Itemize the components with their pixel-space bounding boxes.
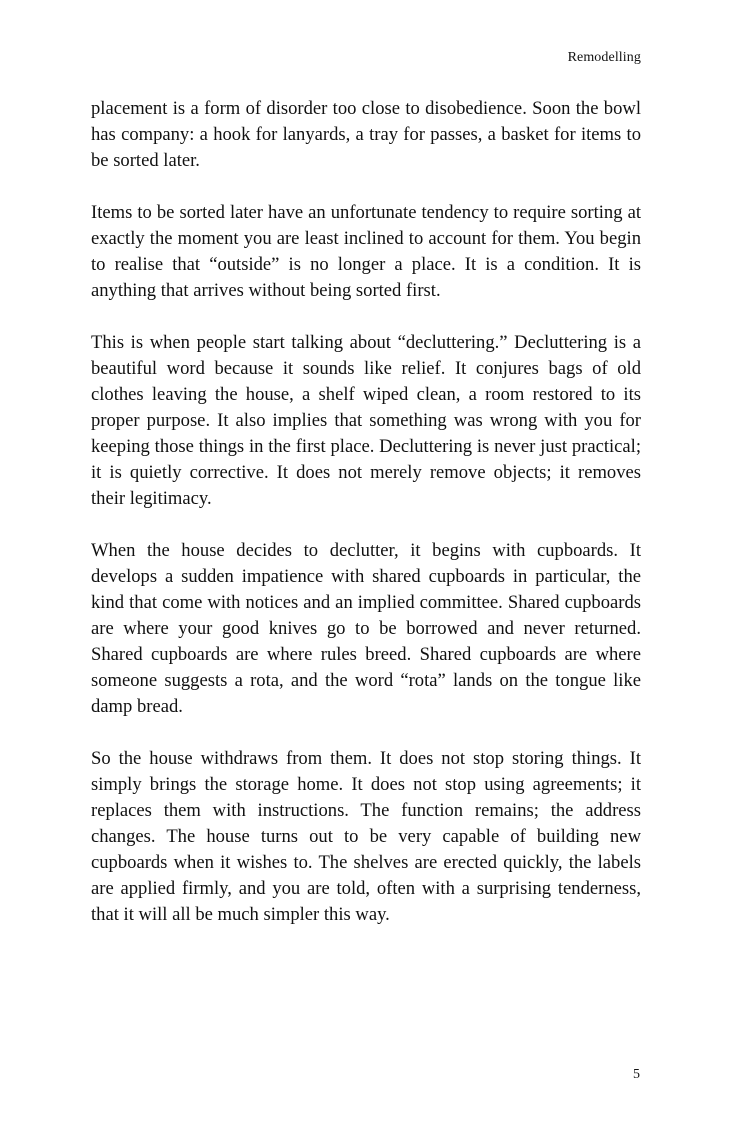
paragraph-2: Items to be sorted later have an unfortunate tendency to require sorting at exactly the moment you are least inclined to account for them. You begin to realise that “outside” is no longer a place. It is a condition. It is anything that arrives without being sorted first. [91,202,641,301]
paragraph-5: So the house withdraws from them. It does not stop storing things. It simply brings the storage home. It does not stop using agreements; it replaces them with instructions. The function remains; the address changes. The house turns out to be very capable of building new cupboards when it wishes to. The shelves are erected quickly, the labels are applied firmly, and you are told, often with a surprising tenderness, that it will all be much simpler this way. [91,748,641,925]
body-text [91,96,641,928]
page-number: 5 [633,1067,640,1082]
paragraph-4: When the house decides to declutter, it begins with cupboards. It develops a sudden impatience with shared cupboards in particular, the kind that come with notices and an implied committee. Shared cupboards are where your good knives go to be borrowed and never returned. Shared cupboards are where rules breed. Shared cupboards are where someone suggests a rota, and the word “rota” lands on the tongue like damp bread. [91,540,641,717]
paragraph-1: placement is a form of disorder too close to disobedience. Soon the bowl has company: a hook for lanyards, a tray for passes, a basket for items to be sorted later. [91,98,641,171]
paragraph-3: This is when people start talking about “decluttering.” Decluttering is a beautiful word because it sounds like relief. It conjures bags of old clothes leaving the house, a shelf wiped clean, a room restored to its proper purpose. It also implies that something was wrong with you for keeping those things in the first place. Decluttering is never just practical; it is quietly corrective. It does not merely remove objects; it removes their legitimacy. [91,332,641,509]
running-header: Remodelling [567,50,641,65]
